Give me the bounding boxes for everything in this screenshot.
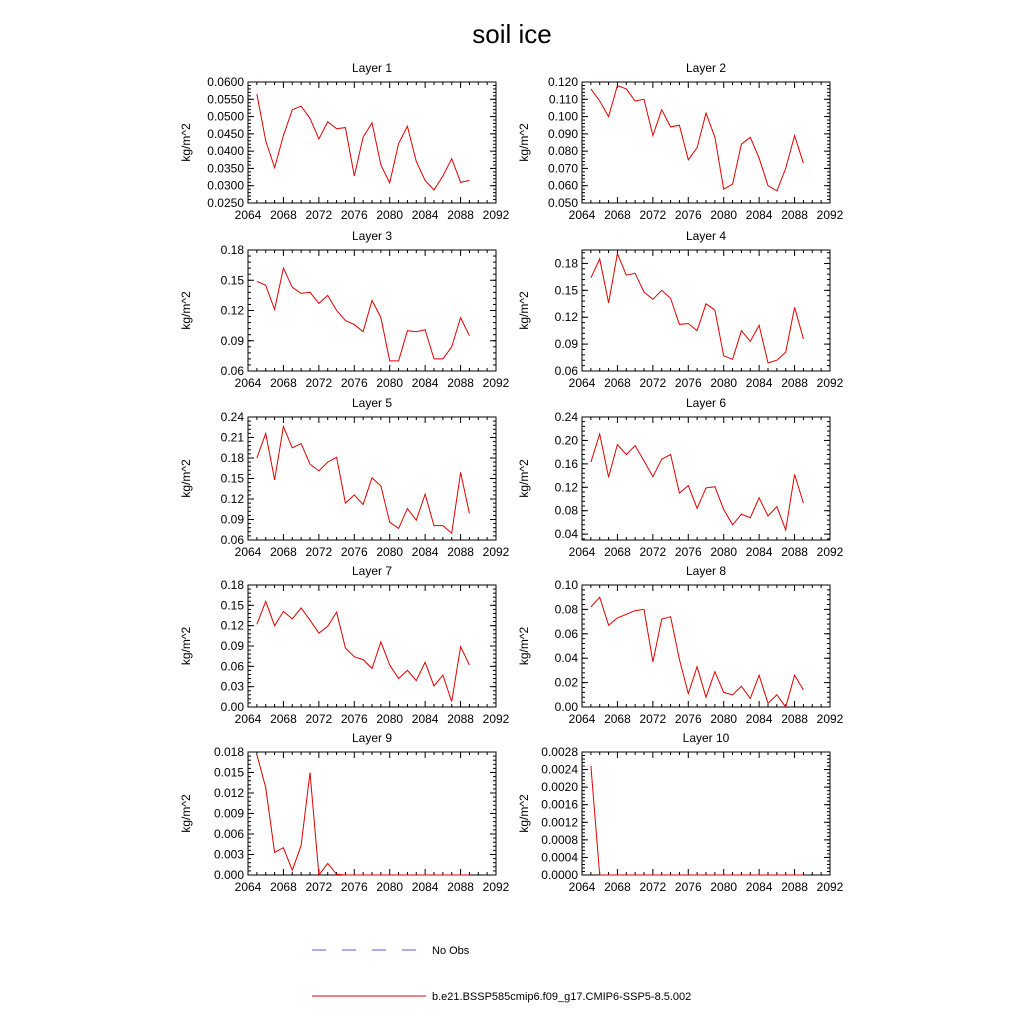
legend-model-label: b.e21.BSSP585cmip6.f09_g17.CMIP6-SSP5-8.5.002: [432, 991, 692, 1003]
panel-2-ytick-label: 0.070: [547, 161, 578, 176]
panel-7-xtick-label: 2080: [376, 712, 404, 726]
panel-2-ylabel: kg/m^2: [517, 123, 531, 162]
panel-6-xtick-label: 2088: [781, 545, 808, 559]
legend: [312, 945, 691, 1003]
panel-4: [517, 229, 844, 390]
panel-3-ytick-label: 0.15: [220, 273, 244, 288]
panel-1: [179, 61, 510, 222]
panel-3: [179, 229, 510, 390]
panel-9-ytick-label: 0.003: [213, 847, 244, 862]
panel-3-xtick-label: 2084: [411, 376, 439, 390]
panel-4-ytick-label: 0.09: [554, 337, 578, 352]
panel-8-ytick-label: 0.04: [554, 651, 578, 666]
panel-4-xtick-label: 2092: [816, 376, 844, 390]
panel-6-xtick-label: 2068: [604, 545, 631, 559]
panel-9-ylabel: kg/m^2: [179, 794, 193, 833]
panel-10-ylabel: kg/m^2: [517, 794, 531, 833]
panel-5-xtick-label: 2064: [234, 545, 262, 559]
panel-8-xtick-label: 2076: [674, 712, 702, 726]
panel-6-xtick-label: 2072: [639, 545, 667, 559]
panel-4-ytick-label: 0.06: [554, 364, 578, 378]
panel-3-xtick-label: 2064: [234, 376, 262, 390]
panel-2-ytick-label: 0.050: [547, 196, 578, 210]
panel-8-xtick-label: 2080: [710, 712, 738, 726]
panel-10-frame: [582, 752, 830, 875]
panel-10-ytick-label: 0.0012: [541, 815, 578, 830]
panel-4-ytick-label: 0.12: [554, 310, 578, 325]
figure-title: soil ice: [472, 19, 552, 49]
panel-2: [517, 61, 844, 222]
panel-7-ytick-label: 0.15: [220, 598, 244, 613]
panel-8-xtick-label: 2068: [604, 712, 631, 726]
panel-1-xtick-label: 2088: [447, 208, 474, 222]
panel-1-ytick-label: 0.0250: [207, 196, 244, 210]
panel-5-ylabel: kg/m^2: [179, 459, 193, 498]
panel-2-xtick-label: 2076: [674, 208, 702, 222]
panel-7-xtick-label: 2072: [305, 712, 333, 726]
panel-8-ytick-label: 0.06: [554, 626, 578, 641]
panel-7-xtick-label: 2076: [340, 712, 368, 726]
panel-7-ytick-label: 0.12: [220, 618, 244, 633]
legend-no-obs-label: No Obs: [432, 945, 470, 957]
panel-4-ytick-label: 0.18: [554, 256, 578, 271]
panel-6-xtick-label: 2076: [674, 545, 702, 559]
panel-5-ytick-label: 0.24: [220, 410, 244, 424]
panel-5-ytick-label: 0.09: [220, 512, 244, 527]
panel-1-xtick-label: 2064: [234, 208, 262, 222]
panel-8-ylabel: kg/m^2: [517, 626, 531, 666]
panel-5: [179, 396, 510, 559]
panel-2-title: Layer 2: [685, 61, 727, 75]
panel-7-ytick-label: 0.03: [220, 679, 244, 694]
panel-6-ylabel: kg/m^2: [517, 459, 531, 498]
panel-3-ytick-label: 0.12: [220, 303, 244, 318]
panel-1-xtick-label: 2084: [411, 208, 439, 222]
panel-8-ytick-label: 0.02: [554, 675, 578, 690]
panel-3-xtick-label: 2092: [482, 376, 510, 390]
panel-5-ytick-label: 0.21: [220, 430, 244, 445]
panel-9-xtick-label: 2084: [411, 880, 439, 894]
panel-10-ytick-label: 0.0024: [541, 762, 578, 777]
panel-2-ytick-label: 0.090: [547, 126, 578, 141]
panel-5-xtick-label: 2076: [340, 545, 368, 559]
panel-4-xtick-label: 2064: [568, 376, 596, 390]
panel-2-xtick-label: 2072: [639, 208, 667, 222]
panel-2-series-line: [591, 86, 804, 191]
panel-8-xtick-label: 2072: [639, 712, 667, 726]
panel-6-ytick-label: 0.16: [554, 456, 578, 471]
panel-4-frame: [582, 250, 830, 371]
panel-3-xtick-label: 2072: [305, 376, 333, 390]
panel-4-title: Layer 4: [685, 229, 727, 243]
panel-8-frame: [582, 585, 830, 707]
panel-3-xtick-label: 2076: [340, 376, 368, 390]
panel-7-xtick-label: 2064: [234, 712, 262, 726]
panel-2-xtick-label: 2068: [604, 208, 631, 222]
panel-7: [179, 564, 510, 726]
panel-1-title: Layer 1: [351, 61, 393, 75]
panel-3-title: Layer 3: [351, 229, 393, 243]
panel-2-xtick-label: 2064: [568, 208, 596, 222]
panel-8-xtick-label: 2088: [781, 712, 808, 726]
panel-10-xtick-label: 2084: [745, 880, 773, 894]
panel-9-xtick-label: 2080: [376, 880, 404, 894]
panel-6-xtick-label: 2064: [568, 545, 596, 559]
panel-3-xtick-label: 2068: [270, 376, 297, 390]
panel-1-ytick-label: 0.0450: [207, 126, 244, 141]
panel-6-xtick-label: 2084: [745, 545, 773, 559]
panel-1-xtick-label: 2080: [376, 208, 404, 222]
panel-10-ytick-label: 0.0028: [541, 745, 578, 759]
panel-10-xtick-label: 2088: [781, 880, 808, 894]
panel-10-ytick-label: 0.0004: [541, 850, 578, 865]
panel-9: [179, 731, 510, 894]
panel-3-xtick-label: 2088: [447, 376, 474, 390]
panel-10-xtick-label: 2072: [639, 880, 667, 894]
panel-2-xtick-label: 2080: [710, 208, 738, 222]
panel-8-xtick-label: 2064: [568, 712, 596, 726]
panel-1-ylabel: kg/m^2: [179, 123, 193, 162]
panel-1-ytick-label: 0.0500: [207, 109, 244, 124]
panel-7-ytick-label: 0.18: [220, 578, 244, 592]
panel-6-ytick-label: 0.04: [554, 527, 578, 542]
panel-9-xtick-label: 2076: [340, 880, 368, 894]
panel-6-ytick-label: 0.08: [554, 503, 578, 518]
panel-6-xtick-label: 2092: [816, 545, 844, 559]
panel-7-frame: [248, 585, 496, 707]
panel-9-xtick-label: 2064: [234, 880, 262, 894]
panel-5-xtick-label: 2092: [482, 545, 510, 559]
panel-6-ytick-label: 0.20: [554, 433, 578, 448]
panel-6-ytick-label: 0.12: [554, 480, 578, 495]
panel-5-xtick-label: 2068: [270, 545, 297, 559]
panel-2-xtick-label: 2088: [781, 208, 808, 222]
panel-7-series-line: [257, 601, 470, 701]
panel-6-title: Layer 6: [685, 396, 727, 410]
panel-7-ylabel: kg/m^2: [179, 626, 193, 666]
panel-10-xtick-label: 2068: [604, 880, 631, 894]
panel-1-ytick-label: 0.0550: [207, 92, 244, 107]
panel-7-title: Layer 7: [351, 564, 393, 578]
panel-2-xtick-label: 2084: [745, 208, 773, 222]
panel-4-series-line: [591, 254, 804, 363]
panel-2-xtick-label: 2092: [816, 208, 844, 222]
panel-3-ytick-label: 0.18: [220, 243, 244, 257]
panel-1-xtick-label: 2076: [340, 208, 368, 222]
panel-9-xtick-label: 2068: [270, 880, 297, 894]
panel-7-ytick-label: 0.09: [220, 639, 244, 653]
panel-9-series-line: [257, 755, 470, 875]
panel-6-frame: [582, 417, 830, 540]
panel-3-ytick-label: 0.06: [220, 364, 244, 378]
panel-6-xtick-label: 2080: [710, 545, 738, 559]
panel-7-xtick-label: 2068: [270, 712, 297, 726]
panel-2-ytick-label: 0.110: [548, 92, 578, 107]
panel-1-xtick-label: 2068: [270, 208, 297, 222]
panel-8-title: Layer 8: [685, 564, 727, 578]
panel-8-series-line: [591, 597, 804, 707]
panel-9-title: Layer 9: [351, 731, 393, 745]
panel-4-xtick-label: 2088: [781, 376, 808, 390]
panel-2-ytick-label: 0.120: [547, 75, 578, 89]
panel-2-ytick-label: 0.080: [547, 144, 578, 159]
panel-4-xtick-label: 2076: [674, 376, 702, 390]
panel-9-xtick-label: 2088: [447, 880, 474, 894]
panels: [179, 61, 844, 894]
panel-8: [517, 564, 844, 726]
panel-4-xtick-label: 2084: [745, 376, 773, 390]
panel-10-xtick-label: 2092: [816, 880, 844, 894]
panel-3-series-line: [257, 268, 470, 361]
panel-10-ytick-label: 0.0020: [541, 780, 578, 795]
panel-8-ytick-label: 0.00: [554, 700, 578, 714]
panel-8-ytick-label: 0.10: [554, 578, 578, 592]
panel-1-ytick-label: 0.0350: [207, 161, 244, 176]
panel-9-ytick-label: 0.009: [213, 806, 244, 821]
panel-4-ytick-label: 0.15: [554, 283, 578, 298]
panel-9-xtick-label: 2072: [305, 880, 333, 894]
panel-4-xtick-label: 2072: [639, 376, 667, 390]
panel-3-frame: [248, 250, 496, 371]
panel-1-xtick-label: 2092: [482, 208, 510, 222]
panel-5-series-line: [257, 427, 470, 534]
panel-2-ytick-label: 0.100: [547, 109, 578, 124]
panel-10-ytick-label: 0.0000: [541, 868, 578, 882]
panel-6: [517, 396, 844, 559]
panel-5-ytick-label: 0.18: [220, 451, 244, 465]
panel-5-ytick-label: 0.06: [220, 533, 244, 547]
panel-2-ytick-label: 0.060: [547, 178, 578, 193]
panel-9-ytick-label: 0.000: [213, 868, 244, 882]
panel-10-xtick-label: 2080: [710, 880, 738, 894]
panel-8-xtick-label: 2084: [745, 712, 773, 726]
panel-10-title: Layer 10: [682, 731, 730, 745]
panel-3-ylabel: kg/m^2: [179, 291, 193, 330]
panel-9-ytick-label: 0.018: [213, 745, 244, 759]
panel-7-xtick-label: 2092: [482, 712, 510, 726]
panel-5-xtick-label: 2084: [411, 545, 439, 559]
panel-5-ytick-label: 0.15: [220, 471, 244, 486]
panel-1-frame: [248, 82, 496, 203]
panel-9-ytick-label: 0.012: [213, 786, 244, 800]
panel-9-xtick-label: 2092: [482, 880, 510, 894]
panel-5-xtick-label: 2080: [376, 545, 404, 559]
panel-4-xtick-label: 2068: [604, 376, 631, 390]
panel-6-ytick-label: 0.24: [554, 410, 578, 424]
panel-1-series-line: [257, 94, 470, 190]
panel-10-xtick-label: 2076: [674, 880, 702, 894]
panel-4-xtick-label: 2080: [710, 376, 738, 390]
panel-10-series-line: [591, 766, 804, 875]
panel-5-xtick-label: 2088: [447, 545, 474, 559]
panel-7-xtick-label: 2084: [411, 712, 439, 726]
panel-9-frame: [248, 752, 496, 875]
panel-10: [517, 731, 844, 894]
panel-7-ytick-label: 0.00: [220, 700, 244, 714]
panel-7-xtick-label: 2088: [447, 712, 474, 726]
panel-10-xtick-label: 2064: [568, 880, 596, 894]
panel-9-ytick-label: 0.006: [213, 827, 244, 841]
panel-10-ytick-label: 0.0008: [541, 832, 578, 847]
panel-6-series-line: [591, 434, 804, 530]
panel-7-ytick-label: 0.06: [220, 659, 244, 674]
panel-1-ytick-label: 0.0300: [207, 178, 244, 193]
panel-5-title: Layer 5: [351, 396, 393, 410]
panel-1-xtick-label: 2072: [305, 208, 333, 222]
panel-3-xtick-label: 2080: [376, 376, 404, 390]
panel-5-xtick-label: 2072: [305, 545, 333, 559]
panel-5-ytick-label: 0.12: [220, 492, 244, 506]
panel-8-xtick-label: 2092: [816, 712, 844, 726]
panel-4-ylabel: kg/m^2: [517, 291, 531, 330]
panel-10-ytick-label: 0.0016: [541, 797, 578, 812]
panel-1-ytick-label: 0.0600: [207, 75, 244, 89]
panel-9-ytick-label: 0.015: [213, 765, 244, 780]
panel-1-ytick-label: 0.0400: [207, 144, 244, 159]
panel-8-ytick-label: 0.08: [554, 602, 578, 617]
panel-3-ytick-label: 0.09: [220, 333, 244, 348]
